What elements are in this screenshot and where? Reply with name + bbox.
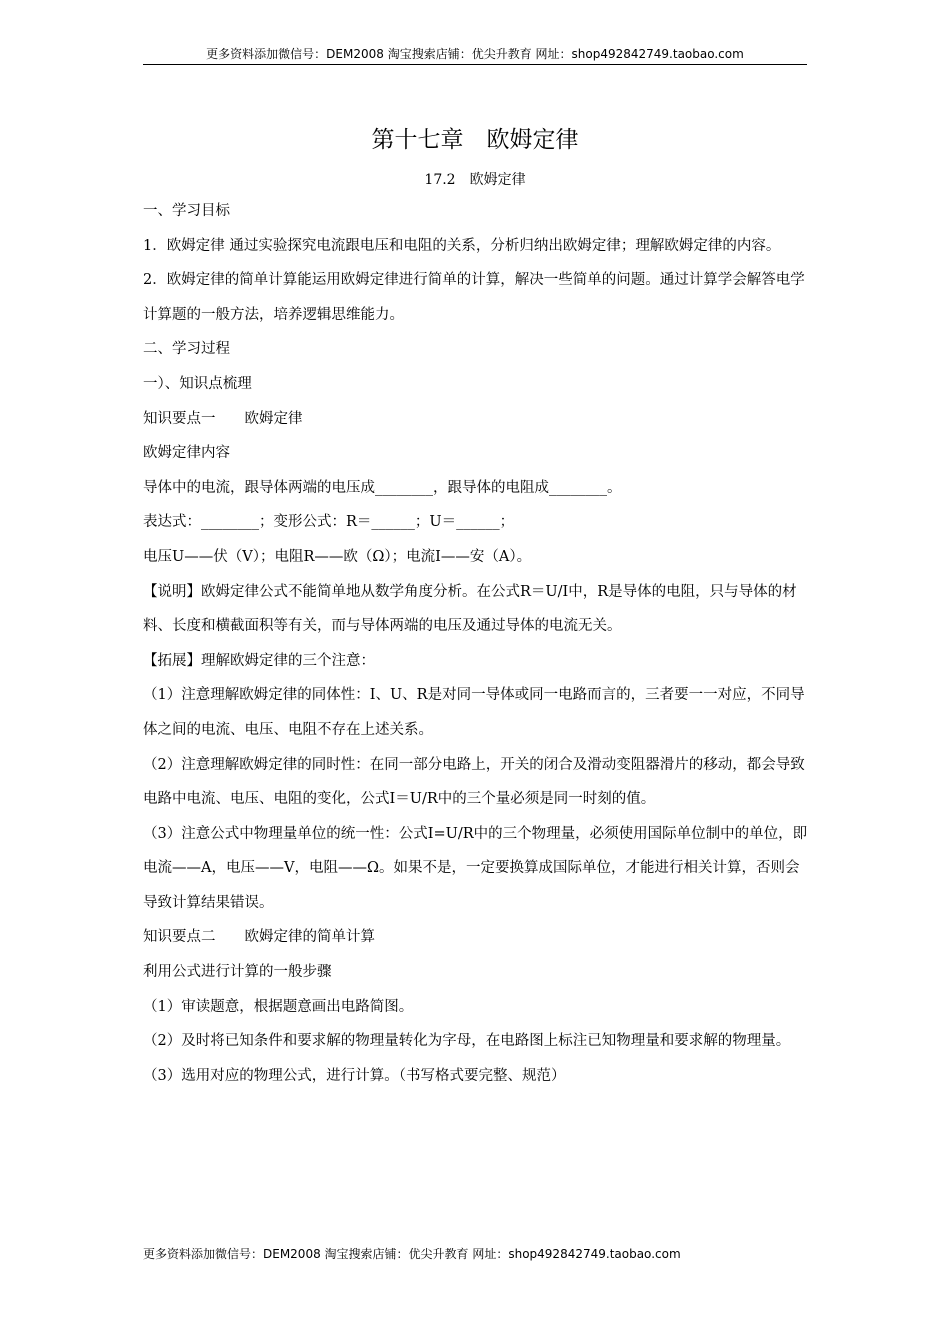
goal-2: 2．欧姆定律的简单计算能运用欧姆定律进行简单的计算，解决一些简单的问题。通过计算学会解答电学计算题的一般方法，培养逻辑思维能力。 (143, 272, 805, 323)
document-body (143, 194, 809, 1093)
calculation-steps-label: 利用公式进行计算的一般步骤 (143, 964, 332, 981)
page-header: 更多资料添加微信号：DEM2008 淘宝搜索店铺：优尖升教育 网址：shop492842749.taobao.com (206, 47, 744, 61)
knowledge-point-2-title: 知识要点二 欧姆定律的简单计算 (143, 929, 375, 946)
heading-learning-process: 二、学习过程 (143, 341, 230, 358)
explanation-note: 【说明】欧姆定律公式不能简单地从数学角度分析。在公式R＝U/I中，R是导体的电阻，只与导体的材料、长度和横截面积等有关，而与导体两端的电压及通过导体的电流无关。 (143, 583, 797, 635)
extension-item-3: （3）注意公式中物理量单位的统一性：公式I=U/R中的三个物理量，必须使用国际单位制中的单位，即电流——A，电压——V，电阻——Ω。如果不是，一定要换算成国际单位，才能进行相关计算，否则会导致计算结果错误。 (143, 825, 808, 911)
fill-in-law-statement: 导体中的电流，跟导体两端的电压成________，跟导体的电阻成________。 (143, 479, 622, 496)
heading-learning-goals: 一、学习目标 (143, 203, 230, 219)
chapter-title: 第十七章 欧姆定律 (371, 127, 579, 153)
subheading-knowledge-review: 一）、知识点梳理 (143, 375, 252, 392)
goal-1: 1．欧姆定律 通过实验探究电流跟电压和电阻的关系，分析归纳出欧姆定律；理解欧姆定律的内容。 (143, 237, 781, 254)
knowledge-point-1-title: 知识要点一 欧姆定律 (143, 410, 303, 427)
ohms-law-content-label: 欧姆定律内容 (143, 445, 230, 462)
page-footer: 更多资料添加微信号：DEM2008 淘宝搜索店铺：优尖升教育 网址：shop492842749.taobao.com (143, 1247, 681, 1261)
step-3: （3）选用对应的物理公式，进行计算。（书写格式要完整、规范） (143, 1067, 566, 1084)
units-line: 电压U——伏（V）；电阻R——欧（Ω）；电流I——安（A）。 (143, 548, 532, 565)
header-divider (143, 64, 807, 65)
section-title: 17.2 欧姆定律 (424, 172, 526, 188)
extension-heading: 【拓展】理解欧姆定律的三个注意： (143, 652, 375, 669)
step-2: （2）及时将已知条件和要求解的物理量转化为字母，在电路图上标注已知物理量和要求解的物理量。 (143, 1033, 791, 1050)
step-1: （1）审读题意，根据题意画出电路简图。 (143, 998, 414, 1015)
fill-in-formula: 表达式：________；变形公式：R＝______；U＝______； (143, 514, 515, 531)
extension-item-1: （1）注意理解欧姆定律的同体性：I、U、R是对同一导体或同一电路而言的，三者要一一对应，不同导体之间的电流、电压、电阻不存在上述关系。 (143, 687, 805, 738)
extension-item-2: （2）注意理解欧姆定律的同时性：在同一部分电路上，开关的闭合及滑动变阻器滑片的移动，都会导致电路中电流、电压、电阻的变化，公式I＝U/R中的三个量必须是同一时刻的值。 (143, 756, 805, 808)
